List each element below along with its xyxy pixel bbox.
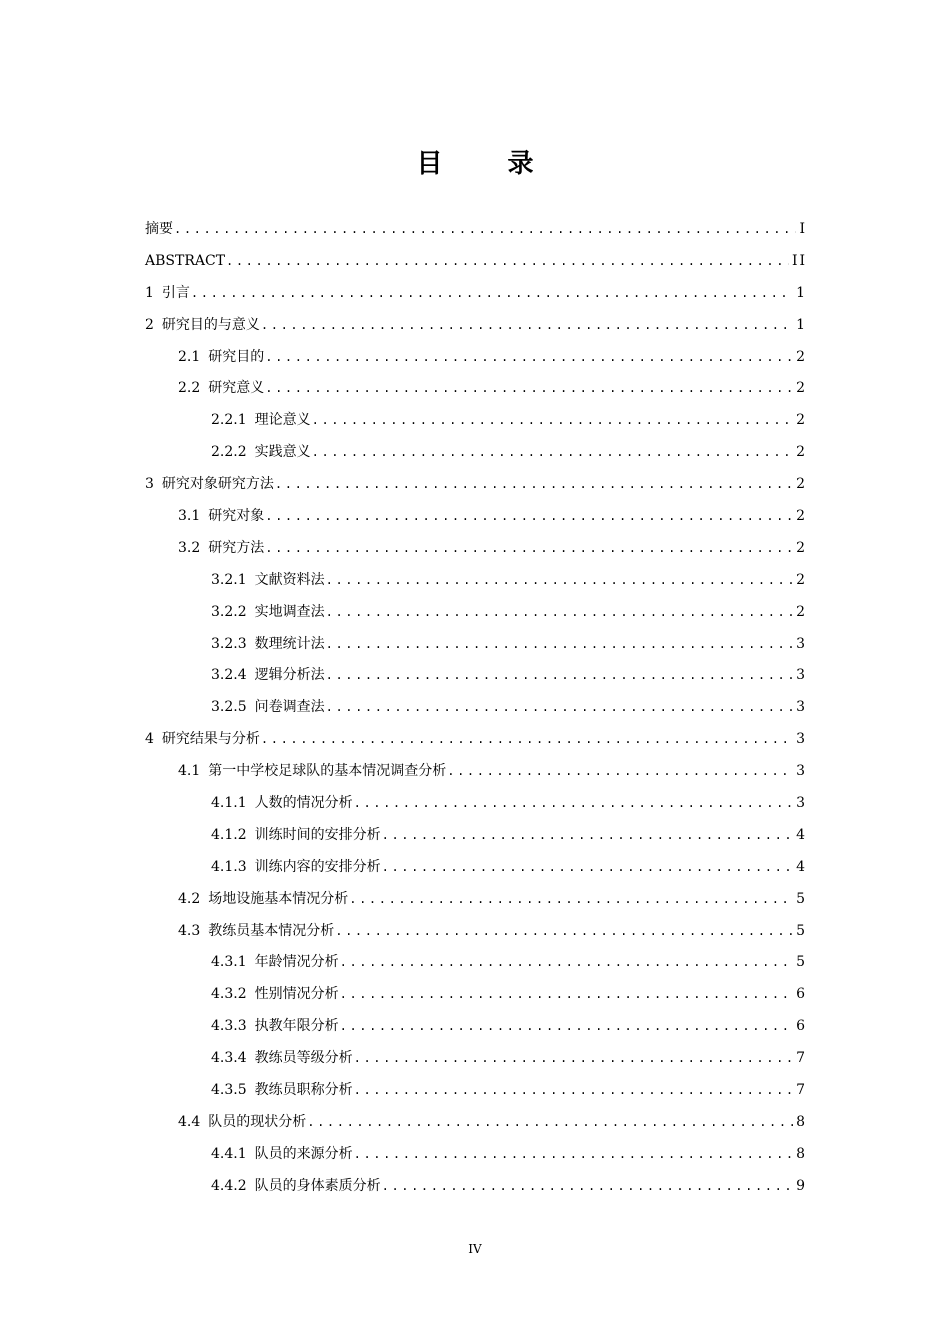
toc-page-number: 2 (796, 508, 807, 525)
toc-section-title: 性别情况分析 (254, 986, 339, 1003)
toc-section-number: 3 (145, 476, 154, 493)
toc-section-title: 场地设施基本情况分析 (208, 890, 349, 907)
toc-page-number: 2 (796, 380, 807, 397)
page-number: IV (468, 1242, 482, 1256)
toc-entry[interactable] (145, 405, 807, 437)
toc-entry-label (145, 278, 190, 310)
toc-section-number: 4.3.1 (211, 954, 247, 971)
toc-dot-leader (349, 884, 793, 916)
toc-page-number: 3 (796, 763, 807, 780)
toc-entry-label (178, 1107, 306, 1139)
toc-entry[interactable] (145, 1075, 807, 1107)
toc-section-title: 执教年限分析 (254, 1018, 339, 1035)
toc-dot-leader (382, 1171, 793, 1203)
toc-section-number: 4.3.2 (211, 986, 247, 1003)
toc-entry-label (211, 947, 339, 979)
toc-section-number: 1 (145, 284, 154, 301)
toc-section-number: 2.2.2 (211, 444, 247, 461)
toc-section-number: 3.2.1 (211, 571, 247, 588)
toc-entry-label (178, 501, 264, 533)
toc-section-title: 研究方法 (208, 539, 265, 556)
toc-dot-leader (226, 246, 789, 278)
toc-section-number: 2.1 (178, 348, 201, 365)
toc-dot-leader (265, 373, 793, 405)
toc-section-number: 4.1.1 (211, 795, 247, 812)
toc-dot-leader (265, 501, 793, 533)
toc-entry[interactable] (145, 533, 807, 565)
toc-dot-leader (447, 756, 793, 788)
toc-entry[interactable] (145, 629, 807, 661)
toc-entry[interactable] (145, 597, 807, 629)
toc-section-number: 2.2.1 (211, 412, 247, 429)
toc-entry[interactable] (145, 1043, 807, 1075)
toc-page-number: 7 (796, 1050, 807, 1067)
toc-entry-label (211, 437, 311, 469)
toc-dot-leader (340, 947, 793, 979)
toc-dot-leader (261, 724, 793, 756)
toc-section-title: 文献资料法 (254, 571, 325, 588)
toc-entry-label (211, 979, 339, 1011)
toc-section-title: 教练员等级分析 (254, 1050, 353, 1067)
toc-entry-label (211, 820, 381, 852)
toc-entry-label (178, 373, 264, 405)
toc-dot-leader (312, 437, 793, 469)
toc-page-number: 6 (796, 986, 807, 1003)
toc-page-number: 5 (796, 954, 807, 971)
toc-entry[interactable] (145, 724, 807, 756)
toc-page-number: 2 (796, 444, 807, 461)
toc-section-number: 2.2 (178, 380, 201, 397)
toc-entry-label (145, 246, 225, 278)
toc-page-number: 3 (796, 795, 807, 812)
toc-page-number: 4 (796, 858, 807, 875)
toc-dot-leader (340, 1011, 793, 1043)
toc-entry-label (145, 214, 173, 246)
toc-entry[interactable] (145, 246, 807, 278)
toc-page-number: 3 (796, 635, 807, 652)
toc-entry-label (211, 565, 325, 597)
toc-section-number: 4.4 (178, 1113, 201, 1130)
toc-entry-label (211, 629, 325, 661)
toc-entry-label (178, 342, 264, 374)
toc-section-title: 引言 (161, 284, 190, 301)
toc-dot-leader (326, 660, 793, 692)
toc-entry[interactable] (145, 916, 807, 948)
toc-section-title: 研究对象研究方法 (161, 476, 274, 493)
toc-entry-label (211, 405, 311, 437)
toc-dot-leader (265, 342, 793, 374)
toc-section-title: 研究目的 (208, 348, 265, 365)
toc-section-number: 4.3.4 (211, 1050, 247, 1067)
toc-entry-label (178, 916, 334, 948)
toc-page-number: 1 (796, 316, 807, 333)
toc-page-number: I (799, 221, 807, 237)
toc-page-number: 3 (796, 667, 807, 684)
toc-entry[interactable] (145, 437, 807, 469)
toc-entry-label (145, 469, 274, 501)
toc-entry[interactable] (145, 1107, 807, 1139)
toc-page-number: 7 (796, 1082, 807, 1099)
toc-section-title: 数理统计法 (254, 635, 325, 652)
toc-page-number: 9 (796, 1177, 807, 1194)
toc-section-title: 理论意义 (254, 412, 311, 429)
toc-page-number: 2 (796, 571, 807, 588)
toc-section-title: 研究结果与分析 (161, 731, 260, 748)
toc-section-number: 3.2.3 (211, 635, 247, 652)
toc-entry[interactable] (145, 788, 807, 820)
toc-section-number: 3.2 (178, 539, 201, 556)
toc-section-title: 队员的现状分析 (208, 1113, 307, 1130)
toc-dot-leader (261, 310, 793, 342)
toc-page-number: 2 (796, 348, 807, 365)
toc-section-number: 4.3 (178, 922, 201, 939)
toc-page-number: II (791, 252, 807, 269)
toc-entry[interactable] (145, 979, 807, 1011)
toc-page-number: 3 (796, 731, 807, 748)
toc-entry-label (211, 692, 325, 724)
toc-entry[interactable] (145, 565, 807, 597)
toc-entry[interactable] (145, 884, 807, 916)
toc-section-number: 4 (145, 731, 154, 748)
toc-entry-label (211, 1139, 353, 1171)
toc-entry-label (211, 1171, 381, 1203)
toc-dot-leader (326, 597, 793, 629)
toc-section-number: 4.1.3 (211, 858, 247, 875)
toc-entry[interactable] (145, 1171, 807, 1203)
toc-dot-leader (382, 820, 793, 852)
toc-dot-leader (326, 629, 793, 661)
toc-page-number: 2 (796, 603, 807, 620)
toc-entry[interactable] (145, 342, 807, 374)
toc-page-number: 3 (796, 699, 807, 716)
toc-dot-leader (340, 979, 793, 1011)
toc-entry[interactable] (145, 373, 807, 405)
toc-section-title: ABSTRACT (145, 252, 226, 269)
toc-section-number: 3.2.2 (211, 603, 247, 620)
toc-section-number: 3.2.4 (211, 667, 247, 684)
toc-section-number: 4.3.3 (211, 1018, 247, 1035)
toc-entry-label (178, 756, 446, 788)
toc-entry[interactable] (145, 660, 807, 692)
toc-entry[interactable] (145, 820, 807, 852)
toc-section-title: 训练时间的安排分析 (254, 826, 381, 843)
toc-entry[interactable] (145, 278, 807, 310)
toc-entry[interactable] (145, 214, 807, 246)
toc-section-number: 3.2.5 (211, 699, 247, 716)
toc-entry[interactable] (145, 469, 807, 501)
toc-entry-label (178, 533, 264, 565)
toc-section-title: 队员的身体素质分析 (254, 1177, 381, 1194)
toc-dot-leader (326, 692, 793, 724)
toc-entry[interactable] (145, 947, 807, 979)
table-of-contents (145, 214, 807, 1203)
toc-dot-leader (275, 469, 793, 501)
toc-entry[interactable] (145, 1139, 807, 1171)
toc-page-number: 4 (796, 826, 807, 843)
toc-entry-label (211, 852, 381, 884)
toc-page-number: 2 (796, 539, 807, 556)
toc-entry-label (211, 597, 325, 629)
toc-section-title: 教练员职称分析 (254, 1082, 353, 1099)
toc-section-number: 3.1 (178, 508, 201, 525)
toc-section-title: 研究对象 (208, 508, 265, 525)
toc-page-number: 6 (796, 1018, 807, 1035)
toc-dot-leader (354, 788, 793, 820)
toc-section-title: 问卷调查法 (254, 699, 325, 716)
toc-entry-label (211, 660, 325, 692)
toc-section-title: 研究目的与意义 (161, 316, 260, 333)
toc-section-title: 年龄情况分析 (254, 954, 339, 971)
toc-section-title: 人数的情况分析 (254, 795, 353, 812)
toc-page-number: 8 (796, 1113, 807, 1130)
toc-entry[interactable] (145, 756, 807, 788)
toc-entry-label (211, 788, 353, 820)
toc-entry-label (145, 310, 260, 342)
toc-entry[interactable] (145, 310, 807, 342)
toc-dot-leader (354, 1139, 793, 1171)
toc-entry-label (211, 1075, 353, 1107)
toc-section-number: 4.4.1 (211, 1145, 247, 1162)
toc-section-title: 摘要 (145, 221, 173, 237)
toc-entry[interactable] (145, 852, 807, 884)
toc-section-title: 教练员基本情况分析 (208, 922, 335, 939)
toc-page-number: 2 (796, 476, 807, 493)
toc-page-number: 2 (796, 412, 807, 429)
toc-entry[interactable] (145, 1011, 807, 1043)
toc-dot-leader (191, 278, 793, 310)
toc-dot-leader (312, 405, 793, 437)
toc-section-title: 逻辑分析法 (254, 667, 325, 684)
toc-section-title: 研究意义 (208, 380, 265, 397)
toc-entry-label (211, 1011, 339, 1043)
toc-section-title: 队员的来源分析 (254, 1145, 353, 1162)
toc-page-number: 5 (796, 890, 807, 907)
toc-section-title: 训练内容的安排分析 (254, 858, 381, 875)
toc-section-number: 4.3.5 (211, 1082, 247, 1099)
toc-dot-leader (307, 1107, 793, 1139)
toc-section-number: 2 (145, 316, 154, 333)
toc-page-number: 5 (796, 922, 807, 939)
toc-page-number: 8 (796, 1145, 807, 1162)
toc-section-number: 4.1 (178, 763, 201, 780)
toc-section-number: 4.1.2 (211, 826, 247, 843)
toc-dot-leader (265, 533, 793, 565)
toc-dot-leader (354, 1075, 793, 1107)
toc-section-title: 实地调查法 (254, 603, 325, 620)
toc-dot-leader (326, 565, 793, 597)
toc-entry[interactable] (145, 501, 807, 533)
toc-dot-leader (382, 852, 793, 884)
toc-entry[interactable] (145, 692, 807, 724)
toc-entry-label (211, 1043, 353, 1075)
toc-dot-leader (354, 1043, 793, 1075)
toc-section-number: 4.4.2 (211, 1177, 247, 1194)
toc-entry-label (178, 884, 348, 916)
toc-entry-label (145, 724, 260, 756)
toc-dot-leader (335, 916, 793, 948)
toc-section-title: 实践意义 (254, 444, 311, 461)
toc-section-number: 4.2 (178, 890, 201, 907)
page-title: 目 录 (416, 149, 562, 179)
toc-section-title: 第一中学校足球队的基本情况调查分析 (208, 763, 447, 780)
toc-page-number: 1 (796, 284, 807, 301)
toc-dot-leader (174, 214, 796, 246)
